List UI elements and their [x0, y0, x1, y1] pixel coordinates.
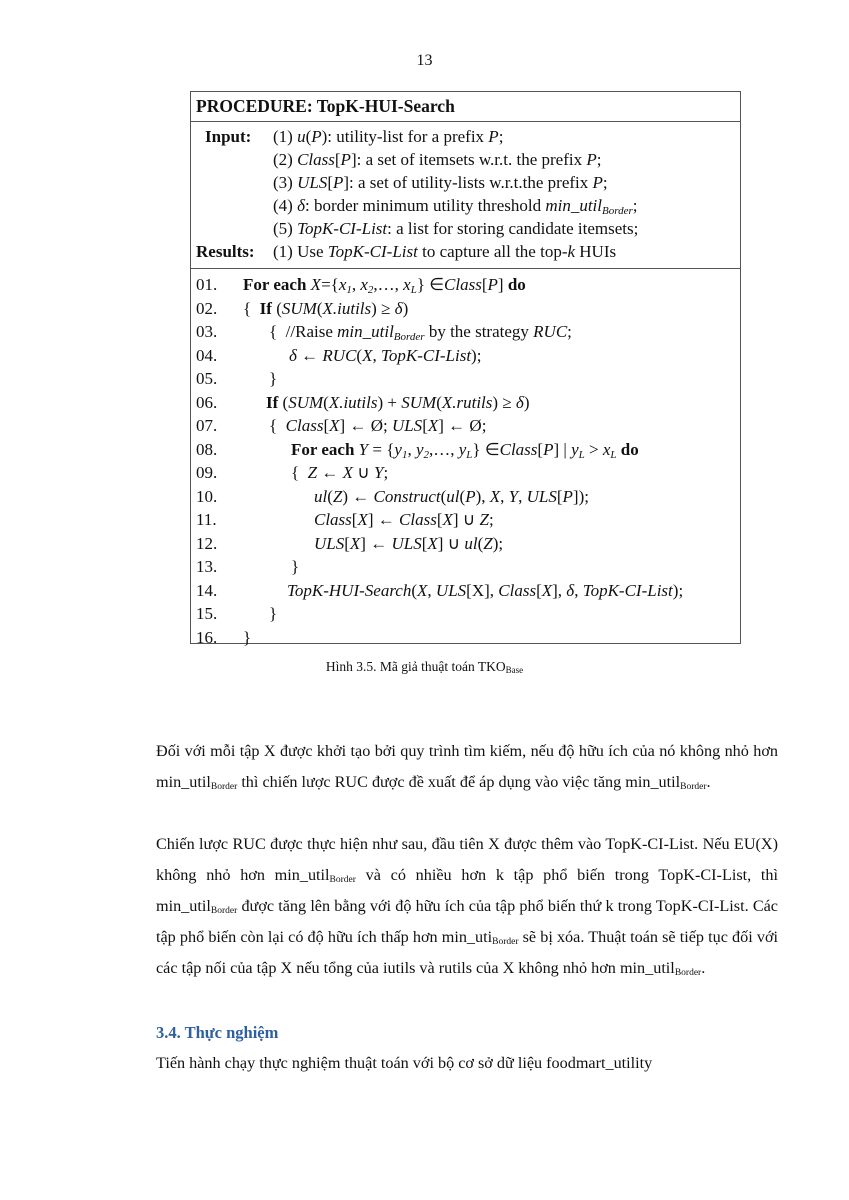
line-number: 01. — [196, 275, 218, 294]
procedure-io: Input: (1) u(P): utility-list for a prefix P; (2) Class[P]: a set of itemsets w.r.t. the prefix P; (3) ULS[P]: a set of utility-lists w.r.t.the prefix P; (4) δ: border minimum utility threshold min_util$_{Border}$; (5) TopK-CI-List: a list for storing candidate itemsets; Results: (1) Use TopK-CI-List to capture all the top-k HUIs — [191, 122, 740, 269]
results-label: Results: — [196, 242, 255, 261]
page-number: 13 — [416, 52, 433, 69]
section-heading: 3.4. Thực nghiệm — [156, 1023, 279, 1042]
input-label: Input: — [205, 127, 252, 146]
paragraph-3: Tiến hành chạy thực nghiệm thuật toán với bộ cơ sở dữ liệu foodmart_utility — [156, 1054, 653, 1072]
algorithm-box: PROCEDURE: TopK-HUI-Search Input: (1) u(P): utility-list for a prefix P; (2) Class[P]: a set of itemsets w.r.t. the prefix P; (3) ULS[P]: a set of utility-lists w.r.t.the prefix P; (4) δ: border minimum utility threshold min_util$_{Border}$; (5) TopK-CI-List: a list for storing candidate itemsets; Results: (1) Use TopK-CI-List to capture all the top-k HUIs 01. For each $X=\{x_1$, $x_2,\dots$, $x_L$} ∈Class[P] do 02. { If (SUM(X.iutils) ≥ δ) 03. { //Raise min_util$_{Border}$ by the strategy RUC; 04. δ ← RUC(X, TopK-CI-List); 05. } 06. If (SUM(X.iutils) + SUM(X.rutils) ≥ δ) 07. { Class[X] ← Ø; ULS[X] ← Ø; 08. For each $Y = \{y_1$, $y_2,\dots$, $y_L$} ∈Class[P] | $y_L > x_L$ do 09. { Z ← X ∪ Y; 10. ul(Z) ← Construct(ul(P), X, Y, ULS[P]); 11. Class[X] ← Class[X] ∪ Z; 12. ULS[X] ← ULS[X] ∪ ul(Z); 13. } 14. TopK-HUI-Search(X, ULS[X], Class[X], δ, TopK-CI-List); 15. } 16. } — [190, 91, 741, 644]
paragraph-1: Đối với mỗi tập X được khởi tạo bởi quy trình tìm kiếm, nếu độ hữu ích của nó không nhỏ hơn min_util$_{Border}$ thì chiến lược RUC được đề xuất để áp dụng vào việc tăng min_util$_{Border}$. — [156, 742, 778, 792]
procedure-title: PROCEDURE: TopK-HUI-Search — [191, 92, 740, 122]
paragraph-2: Chiến lược RUC được thực hiện như sau, đầu tiên X được thêm vào TopK-CI-List. Nếu EU(X) không nhỏ hơn min_util$_{Border}$ và có nhiều hơn k tập phổ biến trong TopK-CI-List, thì min_util$_{Border}$ được tăng lên bằng với độ hữu ích của tập phổ biến thứ k trong TopK-CI-List. Các tập phổ biến còn lại có độ hữu ích thấp hơn min_uti$_{Border}$ sẽ bị xóa. Thuật toán sẽ tiếp tục đối với các tập nối của tập X nếu tổng của iutils và rutils của X không nhỏ hơn min_util$_{Border}$. — [156, 835, 779, 978]
figure-caption: Hình 3.5. Mã giả thuật toán $TKO_{Base}$ — [325, 659, 524, 675]
